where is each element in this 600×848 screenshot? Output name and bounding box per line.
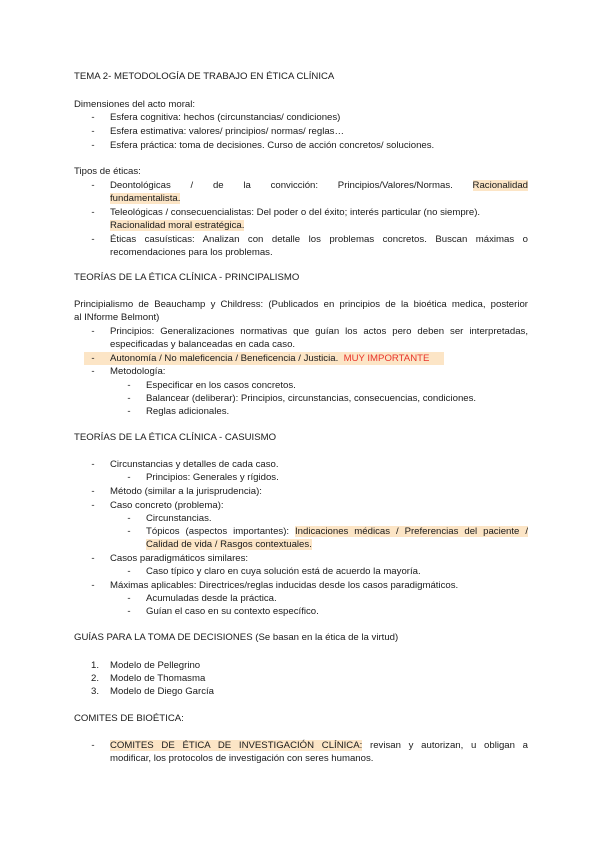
bullet-dash: - xyxy=(91,580,95,591)
bullet-dash: - xyxy=(91,207,95,218)
bullet-dash: - xyxy=(127,472,131,483)
principalismo-heading: TEORÍAS DE LA ÉTICA CLÍNICA - PRINCIPALISMO xyxy=(74,272,300,283)
list-item: Guían el caso en su contexto específico. xyxy=(146,606,319,617)
principios-text-2: especificadas y balanceadas en cada caso. xyxy=(110,339,296,350)
list-item: Circunstancias. xyxy=(146,513,212,524)
deontologicas-line-2 xyxy=(110,193,180,205)
list-number: 1. xyxy=(91,660,100,671)
list-item: Modelo de Diego García xyxy=(110,686,214,697)
guias-heading: GUÍAS PARA LA TOMA DE DECISIONES (Se basan en la ética de la virtud) xyxy=(74,632,399,643)
bullet-dash: - xyxy=(91,234,95,245)
deontologicas-highlight: Racionalidad xyxy=(472,180,528,191)
topicos-highlight: Indicaciones médicas / Preferencias del paciente / xyxy=(295,526,528,537)
principios-names: Autonomía / No maleficencia / Beneficencia / Justicia. xyxy=(110,353,339,364)
list-item: Modelo de Pellegrino xyxy=(110,660,201,671)
casuisticas-text: Éticas casuísticas: Analizan con detalle los problemas concretos. Buscan máximas o xyxy=(110,234,528,245)
dimensiones-heading: Dimensiones del acto moral: xyxy=(74,99,196,110)
list-item: Principios: Generales y rígidos. xyxy=(146,472,279,483)
bullet-dash: - xyxy=(127,606,131,617)
bullet-dash: - xyxy=(91,553,95,564)
bullet-dash: - xyxy=(127,380,131,391)
bullet-dash: - xyxy=(127,526,131,537)
bullet-dash: - xyxy=(91,500,95,511)
casuisticas-text-2: recomendaciones para los problemas. xyxy=(110,247,273,258)
list-number: 2. xyxy=(91,673,100,684)
bullet-dash: - xyxy=(127,566,131,577)
deontologicas-highlight-2: fundamentalista. xyxy=(110,193,181,204)
muy-importante-label: MUY IMPORTANTE xyxy=(343,353,430,364)
topicos-label: Tópicos (aspectos importantes): xyxy=(146,526,290,537)
principalismo-intro: Principialismo de Beauchamp y Childress: (Publicados en principios de la bioética medica, posterior xyxy=(74,299,528,310)
casuismo-heading: TEORÍAS DE LA ÉTICA CLÍNICA - CASUISMO xyxy=(74,432,277,443)
list-item: Caso concreto (problema): xyxy=(110,500,224,511)
principalismo-intro-2: al INforme Belmont) xyxy=(74,312,160,323)
list-item: Esfera cognitiva: hechos (circunstancias/ condiciones) xyxy=(110,112,341,123)
metodologia-label: Metodología: xyxy=(110,366,166,377)
deontologicas-line xyxy=(110,180,528,192)
principios-text: Principios: Generalizaciones normativas que guían los actos pero deben ser interpretadas, xyxy=(110,326,528,337)
bullet-dash: - xyxy=(91,126,95,137)
tipos-heading: Tipos de éticas: xyxy=(74,166,141,177)
bullet-dash: - xyxy=(91,740,95,751)
bullet-dash: - xyxy=(127,593,131,604)
list-item: Casos paradigmáticos similares: xyxy=(110,553,249,564)
list-item: Acumuladas desde la práctica. xyxy=(146,593,277,604)
bullet-dash: - xyxy=(91,366,95,377)
topicos-line xyxy=(146,526,528,538)
page-title: TEMA 2- METODOLOGÍA DE TRABAJO EN ÉTICA CLÍNICA xyxy=(74,71,335,82)
list-item: Esfera estimativa: valores/ principios/ normas/ reglas… xyxy=(110,126,345,137)
teleologicas-text: Teleológicas / consecuencialistas: Del poder o del éxito; interés particular (no siempre). xyxy=(110,207,481,218)
list-item: Reglas adicionales. xyxy=(146,406,230,417)
bullet-dash: - xyxy=(91,353,95,364)
comites-line xyxy=(110,740,528,752)
principios-list xyxy=(110,353,429,365)
deontologicas-text: Deontológicas / de la convicción: Principios/Valores/Normas. xyxy=(110,180,453,191)
comites-heading: COMITES DE BIOÉTICA: xyxy=(74,713,184,724)
bullet-dash: - xyxy=(127,406,131,417)
list-number: 3. xyxy=(91,686,100,697)
topicos-highlight-2: Calidad de vida / Rasgos contextuales. xyxy=(146,539,312,550)
list-item: Caso típico y claro en cuya solución está de acuerdo la mayoría. xyxy=(146,566,421,577)
list-item: Modelo de Thomasma xyxy=(110,673,206,684)
bullet-dash: - xyxy=(91,326,95,337)
bullet-dash: - xyxy=(91,140,95,151)
bullet-dash: - xyxy=(127,513,131,524)
list-item: Circunstancias y detalles de cada caso. xyxy=(110,459,279,470)
teleologicas-line-2 xyxy=(110,220,244,232)
topicos-line-2 xyxy=(146,539,312,551)
list-item: Máximas aplicables: Directrices/reglas inducidas desde los casos paradigmáticos. xyxy=(110,580,459,591)
bullet-dash: - xyxy=(91,486,95,497)
list-item: Balancear (deliberar): Principios, circunstancias, consecuencias, condiciones. xyxy=(146,393,477,404)
teleologicas-highlight: Racionalidad moral estratégica. xyxy=(110,220,245,231)
bullet-dash: - xyxy=(91,459,95,470)
bullet-dash: - xyxy=(127,393,131,404)
comites-text-2: modificar, los protocolos de investigación con seres humanos. xyxy=(110,753,374,764)
list-item: Esfera práctica: toma de decisiones. Curso de acción concretos/ soluciones. xyxy=(110,140,435,151)
comites-text: revisan y autorizan, u obligan a xyxy=(370,740,529,751)
list-item: Método (similar a la jurisprudencia): xyxy=(110,486,262,497)
bullet-dash: - xyxy=(91,180,95,191)
bullet-dash: - xyxy=(91,112,95,123)
comites-highlight: COMITES DE ÉTICA DE INVESTIGACIÓN CLÍNICA: xyxy=(110,740,363,751)
list-item: Especificar en los casos concretos. xyxy=(146,380,296,391)
